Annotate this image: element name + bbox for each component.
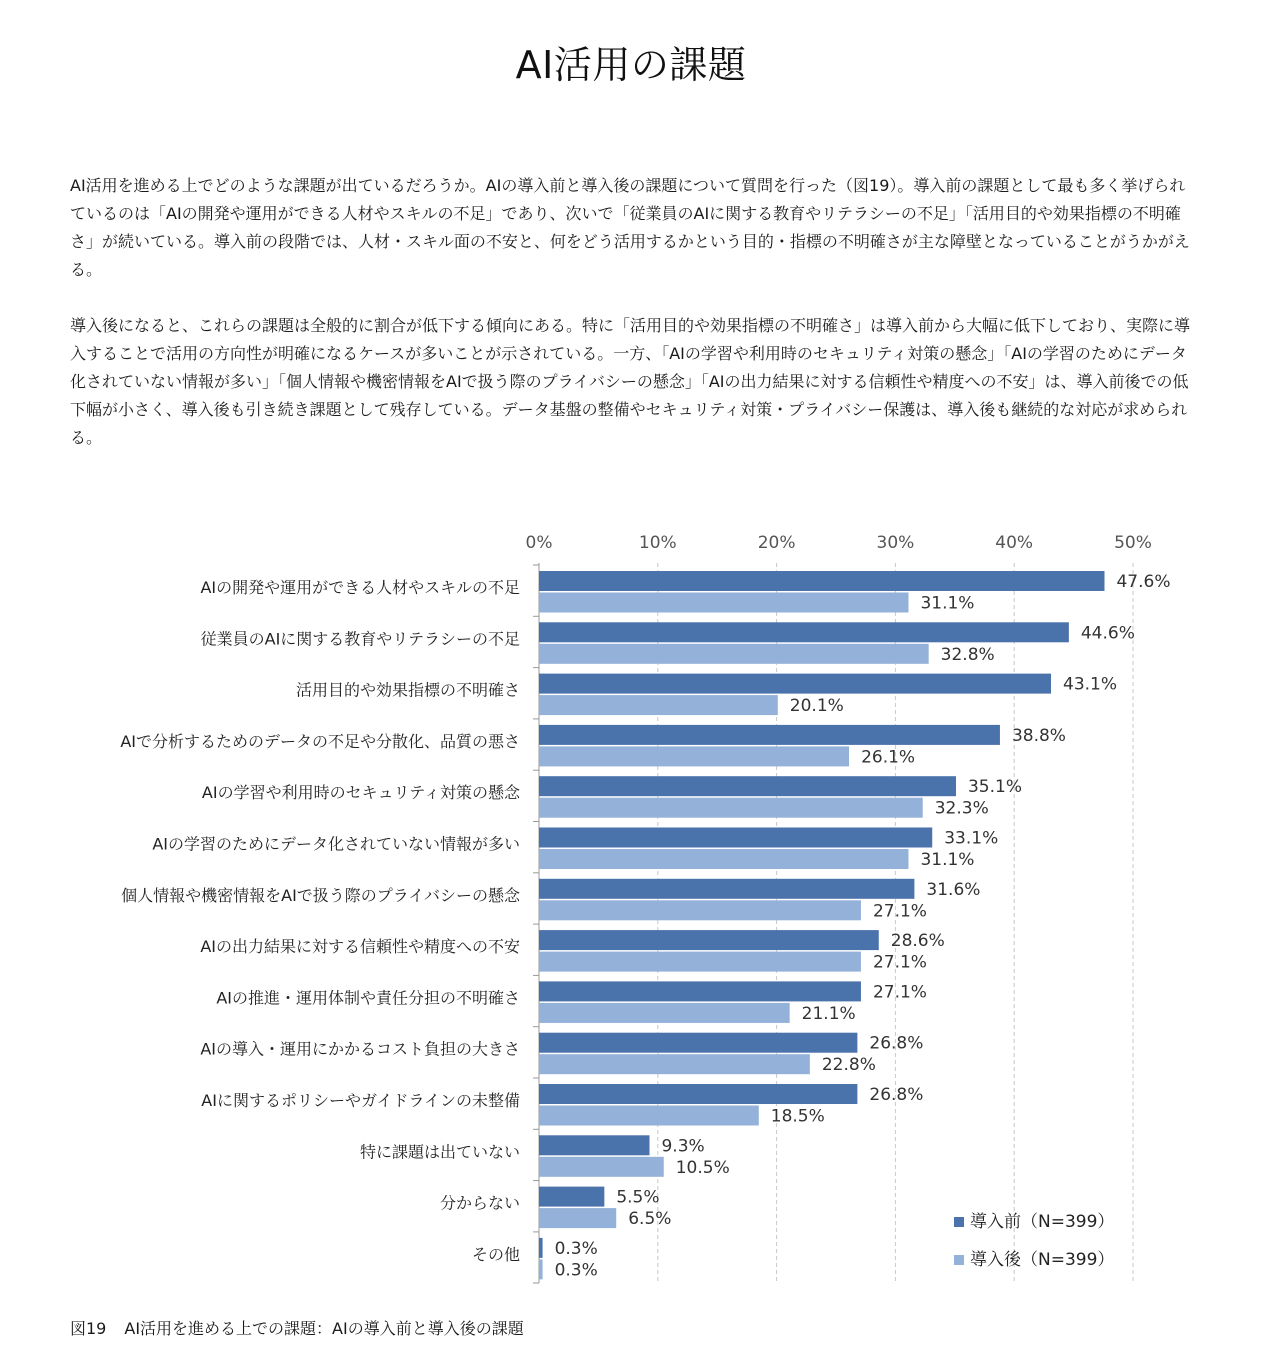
bar-before xyxy=(539,1187,604,1207)
category-label: AIに関するポリシーやガイドラインの未整備 xyxy=(201,1091,520,1110)
bar-before xyxy=(539,981,861,1001)
bar-after xyxy=(539,900,861,920)
category-label: AIの導入・運用にかかるコスト負担の大きさ xyxy=(200,1039,520,1059)
bar-after xyxy=(539,644,929,664)
data-label: 10.5% xyxy=(675,1157,730,1178)
category-label: 個人情報や機密情報をAIで扱う際のプライバシーの懸念 xyxy=(121,885,520,905)
data-label: 26.8% xyxy=(869,1033,924,1054)
category-label: AIの出力結果に対する信頼性や精度への不安 xyxy=(200,937,520,957)
x-tick-label: 0% xyxy=(525,533,553,553)
bar-before xyxy=(539,674,1051,694)
bar-after xyxy=(539,1003,790,1023)
data-label: 38.8% xyxy=(1011,725,1066,746)
bar-after xyxy=(539,952,861,972)
legend-swatch xyxy=(954,1255,964,1265)
data-label: 35.1% xyxy=(967,777,1023,798)
bar-before xyxy=(539,1033,857,1053)
bar-chart xyxy=(0,510,1262,1300)
category-label: AIの学習のためにデータ化されていない情報が多い xyxy=(152,834,520,854)
legend-label: 導入前（N=399） xyxy=(970,1212,1115,1232)
bar-before xyxy=(539,1084,857,1104)
data-label: 20.1% xyxy=(789,696,844,717)
data-label: 5.5% xyxy=(616,1187,660,1208)
x-tick-label: 40% xyxy=(995,533,1034,553)
data-label: 47.6% xyxy=(1116,572,1171,592)
category-label: AIで分析するためのデータの不足や分散化、品質の悪さ xyxy=(120,731,520,751)
x-tick-label: 20% xyxy=(757,533,796,553)
bar-before xyxy=(539,930,879,950)
data-label: 33.1% xyxy=(944,828,999,849)
bar-after xyxy=(539,1208,616,1228)
category-label: 活用目的や効果指標の不明確さ xyxy=(295,680,520,700)
analysis-paragraph: 導入後になると、これらの課題は全般的に割合が低下する傾向にある。特に「活用目的や効果指標の不明確さ」は導入前から大幅に低下しており、実際に導入することで活用の方向性が明確になるケースが多いことが示されている。一方、「AIの学習や利用時のセキュリティ対策の懸念」「AIの学習のためにデータ化されていない情報が多い」「個人情報や機密情報をAIで扱う際のプライバシーの懸念」「AIの出力結果に対する信頼性や精度への不安」は、導入前後での低下幅が小さく、導入後も引き続き課題として残存している。データ基盤の整備やセキュリティ対策・プライバシー保護は、導入後も継続的な対応が求められる。 xyxy=(70,316,1191,447)
data-label: 21.1% xyxy=(801,1003,856,1024)
category-label: 分からない xyxy=(439,1193,520,1213)
data-label: 0.3% xyxy=(554,1260,598,1281)
caption-text: AI活用を進める上での課題：AIの導入前と導入後の課題 xyxy=(124,1319,524,1338)
data-label: 18.5% xyxy=(770,1106,825,1127)
data-label: 31.1% xyxy=(920,850,975,870)
x-tick-label: 30% xyxy=(876,533,915,553)
data-label: 32.8% xyxy=(940,644,995,665)
bar-before xyxy=(539,622,1069,642)
category-label: 従業員のAIに関する教育やリテラシーの不足 xyxy=(200,629,520,649)
bar-after xyxy=(539,849,908,869)
intro-paragraph: AI活用を進める上でどのような課題が出ているだろうか。AIの導入前と導入後の課題について質問を行った（図19）。導入前の課題として最も多く挙げられているのは「AIの開発や運用ができる人材やスキルの不足」であり、次いで「従業員のAIに関する教育やリテラシーの不足」「活用目的や効果指標の不明確さ」が続いている。導入前の段階では、人材・スキル面の不安と、何をどう活用するかという目的・指標の不明確さが主な障壁となっていることがうかがえる。 xyxy=(70,176,1190,279)
bar-before xyxy=(539,1135,649,1155)
data-label: 6.5% xyxy=(628,1209,672,1230)
data-label: 31.1% xyxy=(920,593,975,614)
data-label: 27.1% xyxy=(872,952,927,973)
x-tick-label: 50% xyxy=(1114,533,1152,553)
bar-after xyxy=(539,1054,810,1074)
bar-after xyxy=(539,746,849,766)
data-label: 28.6% xyxy=(890,931,945,952)
data-label: 31.6% xyxy=(926,879,981,900)
data-label: 43.1% xyxy=(1063,674,1118,695)
legend-label: 導入後（N=399） xyxy=(970,1250,1115,1270)
bar-after xyxy=(539,1106,759,1126)
x-tick-label: 10% xyxy=(638,533,677,553)
page-title: AI活用の課題 xyxy=(515,43,747,87)
data-label: 44.6% xyxy=(1080,623,1135,644)
data-label: 27.1% xyxy=(872,901,927,922)
bar-after xyxy=(539,593,908,613)
data-label: 27.1% xyxy=(872,982,927,1003)
category-label: 特に課題は出ていない xyxy=(359,1142,520,1162)
data-label: 26.8% xyxy=(869,1085,924,1105)
bar-before xyxy=(539,1238,543,1258)
bar-before xyxy=(539,725,1000,745)
data-label: 0.3% xyxy=(554,1238,598,1259)
data-label: 32.3% xyxy=(934,798,989,819)
bar-after xyxy=(539,695,778,715)
category-label: その他 xyxy=(471,1244,520,1264)
figure-caption xyxy=(70,1316,524,1339)
data-label: 22.8% xyxy=(821,1055,876,1076)
bar-before xyxy=(539,879,914,899)
category-label: AIの推進・運用体制や責任分担の不明確さ xyxy=(216,988,520,1008)
legend-swatch xyxy=(954,1217,964,1227)
bar-after xyxy=(539,1259,543,1279)
category-label: AIの学習や利用時のセキュリティ対策の懸念 xyxy=(201,783,520,803)
bar-before xyxy=(539,776,956,796)
bar-after xyxy=(539,1157,664,1177)
data-label: 26.1% xyxy=(861,747,916,768)
caption-number: 図19 xyxy=(70,1319,107,1338)
category-label: AIの開発や運用ができる人材やスキルの不足 xyxy=(200,578,520,597)
bar-before xyxy=(539,571,1104,591)
bar-after xyxy=(539,798,923,818)
bar-before xyxy=(539,828,932,848)
data-label: 9.3% xyxy=(661,1136,705,1157)
